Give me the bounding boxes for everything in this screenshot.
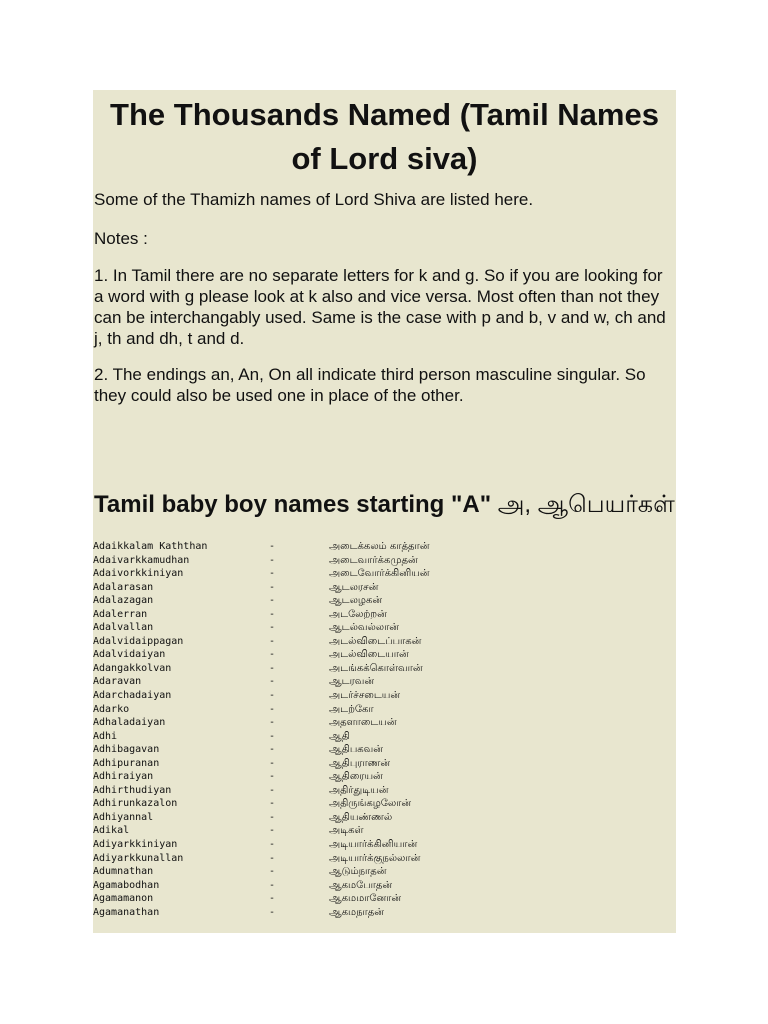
list-item xyxy=(93,675,676,689)
list-item xyxy=(93,879,676,893)
name-separator: - xyxy=(269,690,276,702)
name-separator: - xyxy=(269,717,276,729)
list-item xyxy=(93,865,676,879)
name-latin: Adarko xyxy=(93,703,130,715)
name-tamil: ஆகமநாதன் xyxy=(329,906,384,918)
name-tamil: அடைவார்க்கமுதன் xyxy=(329,554,418,566)
name-separator: - xyxy=(269,554,276,566)
list-item xyxy=(93,838,676,852)
note-2-paragraph: 2. The endings an, An, On all indicate third person masculine singular. So they could also be used one in place of the other. xyxy=(94,365,646,405)
name-separator: - xyxy=(269,771,276,783)
name-latin: Agamamanon xyxy=(93,893,154,905)
document-page xyxy=(93,90,676,933)
name-latin: Adalazagan xyxy=(93,595,154,607)
name-separator: - xyxy=(269,906,276,918)
name-tamil: ஆடல்வல்லான் xyxy=(329,622,399,634)
name-separator: - xyxy=(269,541,276,552)
name-latin: Adaravan xyxy=(93,676,142,688)
list-item xyxy=(93,689,676,703)
name-latin: Adiyarkkunallan xyxy=(93,852,184,864)
name-separator: - xyxy=(269,798,276,810)
name-latin: Adiyarkkiniyan xyxy=(93,839,178,851)
name-separator: - xyxy=(269,730,276,742)
list-item xyxy=(93,703,676,717)
name-tamil: ஆடரவன் xyxy=(329,676,375,688)
name-latin: Adaivorkkiniyan xyxy=(93,568,184,580)
name-latin: Adangakkolvan xyxy=(93,662,172,674)
name-separator: - xyxy=(269,676,276,688)
list-item xyxy=(93,716,676,730)
name-tamil: அடிகள் xyxy=(329,825,364,837)
name-latin: Adalerran xyxy=(93,608,148,620)
name-tamil: ஆகமமானோன் xyxy=(329,893,402,905)
section-heading-text: Tamil baby boy names starting "A" xyxy=(94,491,492,518)
name-tamil: ஆதிரையன் xyxy=(329,771,383,783)
list-item xyxy=(93,852,676,866)
list-item xyxy=(93,824,676,838)
document-title: The Thousands Named (Tamil Names of Lord siva) xyxy=(110,97,659,176)
name-tamil: அடியார்க்கினியான் xyxy=(329,839,418,851)
name-latin: Adaikkalam Kaththan xyxy=(93,541,208,552)
list-item xyxy=(93,784,676,798)
name-separator: - xyxy=(269,852,276,864)
name-separator: - xyxy=(269,757,276,769)
section-heading-tamil: அ, ஆபெயர்கள் xyxy=(491,491,675,518)
name-separator: - xyxy=(269,581,276,593)
name-latin: Adikal xyxy=(93,825,130,837)
note-1-paragraph: 1. In Tamil there are no separate letters for k and g. So if you are looking for a word with g please look at k also and vice versa. Most often than not they can be interchangably used. Same is the case with p and b, v and w, ch and j, th and dh, t and d. xyxy=(94,266,666,348)
list-item xyxy=(93,662,676,676)
list-item xyxy=(93,554,676,568)
name-separator: - xyxy=(269,825,276,837)
list-item xyxy=(93,892,676,906)
name-separator: - xyxy=(269,568,276,580)
list-item xyxy=(93,757,676,771)
name-separator: - xyxy=(269,635,276,647)
list-item xyxy=(93,594,676,608)
name-separator: - xyxy=(269,744,276,756)
name-tamil: அடல்விடைப்பாகன் xyxy=(329,635,422,647)
name-latin: Adalvidaiyan xyxy=(93,649,166,661)
name-tamil: அடல்விடையான் xyxy=(329,649,409,661)
name-separator: - xyxy=(269,866,276,878)
name-tamil: ஆதியண்ணல் xyxy=(329,811,393,823)
list-item xyxy=(93,540,676,554)
name-latin: Adalarasan xyxy=(93,581,154,593)
name-separator: - xyxy=(269,595,276,607)
name-latin: Agamabodhan xyxy=(93,879,160,891)
list-item xyxy=(93,797,676,811)
list-item xyxy=(93,621,676,635)
notes-label: Notes : xyxy=(94,229,148,248)
name-latin: Adhirthudiyan xyxy=(93,784,172,796)
name-separator: - xyxy=(269,784,276,796)
name-latin: Agamanathan xyxy=(93,906,160,918)
name-tamil: ஆடலரசன் xyxy=(329,581,379,593)
name-tamil: அதிர்துடியன் xyxy=(329,784,389,796)
name-separator: - xyxy=(269,703,276,715)
list-item xyxy=(93,567,676,581)
list-item xyxy=(93,906,676,920)
name-separator: - xyxy=(269,608,276,620)
name-separator: - xyxy=(269,893,276,905)
name-tamil: அதளாடையன் xyxy=(329,717,397,729)
name-tamil: அடற்கோ xyxy=(329,703,374,715)
name-latin: Adumnathan xyxy=(93,866,154,878)
section-heading xyxy=(93,488,676,521)
list-item xyxy=(93,608,676,622)
list-item xyxy=(93,743,676,757)
name-tamil: அடர்ச்சடையன் xyxy=(329,690,401,702)
name-tamil: ஆடும்நாதன் xyxy=(329,866,387,878)
names-list xyxy=(93,540,676,919)
name-latin: Adarchadaiyan xyxy=(93,690,172,702)
name-separator: - xyxy=(269,622,276,634)
name-tamil: ஆதிபகவன் xyxy=(329,744,383,756)
intro-paragraph: Some of the Thamizh names of Lord Shiva are listed here. xyxy=(94,190,534,209)
name-tamil: அடலேற்றன் xyxy=(329,608,387,620)
name-separator: - xyxy=(269,879,276,891)
name-latin: Adhirunkazalon xyxy=(93,798,178,810)
name-tamil: ஆடலழகன் xyxy=(329,595,383,607)
name-separator: - xyxy=(269,839,276,851)
name-latin: Adhi xyxy=(93,730,118,742)
name-separator: - xyxy=(269,811,276,823)
name-tamil: அடைக்கலம் காத்தான் xyxy=(329,541,430,552)
name-latin: Adhiyannal xyxy=(93,811,154,823)
list-item xyxy=(93,770,676,784)
name-latin: Adhiraiyan xyxy=(93,771,154,783)
list-item xyxy=(93,730,676,744)
name-tamil: அடைவோர்க்கினியன் xyxy=(329,568,430,580)
list-item xyxy=(93,811,676,825)
name-latin: Adalvidaippagan xyxy=(93,635,184,647)
name-latin: Adalvallan xyxy=(93,622,154,634)
name-latin: Adhipuranan xyxy=(93,757,160,769)
list-item xyxy=(93,635,676,649)
name-tamil: அடங்கக்கொள்வான் xyxy=(329,662,423,674)
list-item xyxy=(93,648,676,662)
name-separator: - xyxy=(269,649,276,661)
name-tamil: அடியார்க்குநல்லான் xyxy=(329,852,421,864)
name-latin: Adaivarkkamudhan xyxy=(93,554,190,566)
name-tamil: ஆதி xyxy=(329,730,350,742)
name-tamil: ஆகமபோதன் xyxy=(329,879,393,891)
name-latin: Adhibagavan xyxy=(93,744,160,756)
name-separator: - xyxy=(269,662,276,674)
list-item xyxy=(93,581,676,595)
name-tamil: அதிருங்கழலோன் xyxy=(329,798,412,810)
name-tamil: ஆதிபுராணன் xyxy=(329,757,391,769)
name-latin: Adhaladaiyan xyxy=(93,717,166,729)
